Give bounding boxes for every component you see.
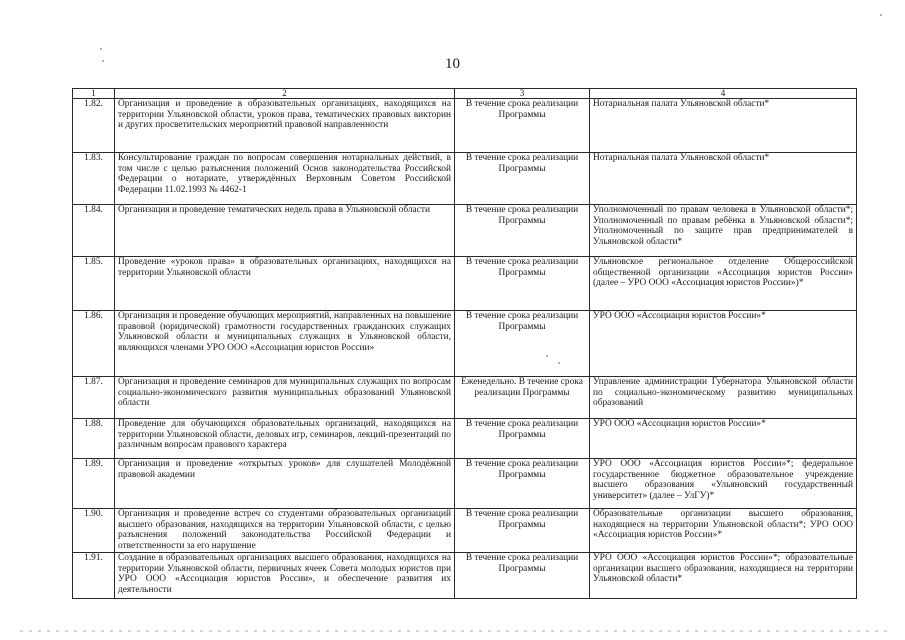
scan-speck [102, 60, 104, 62]
row-executor: Нотариальная палата Ульяновской области* [590, 99, 857, 153]
table-row [73, 311, 857, 377]
row-event: Организация и проведение тематических недель права в Ульяновской области [115, 205, 455, 257]
row-event: Проведение «уроков права» в образовательных организациях, находящихся на территории Ульяновской области [115, 257, 455, 311]
row-term: В течение срока реализации Программы [455, 419, 590, 459]
row-term: В течение срока реализации Программы [455, 459, 590, 509]
table-header-row [73, 89, 857, 99]
row-term: В течение срока реализации Программы [455, 311, 590, 377]
column-header-executor: 4 [590, 89, 857, 99]
row-number: 1.90. [73, 509, 115, 553]
scan-speck [546, 355, 548, 357]
row-number: 1.87. [73, 377, 115, 419]
table-row [73, 205, 857, 257]
scan-speck [100, 48, 102, 50]
row-term: В течение срока реализации Программы [455, 205, 590, 257]
scan-speck [880, 14, 882, 16]
table-row [73, 257, 857, 311]
table-row [73, 419, 857, 459]
row-event: Организация и проведение встреч со студентами образовательных организаций высшего образования, находящихся на территории Ульяновской области, с целью разъяснения положений законодательства Российской Федерации и ответственности за его нарушение [115, 509, 455, 553]
row-executor: УРО ООО «Ассоциация юристов России»*; федеральное государственное бюджетное образовательное учреждение высшего образования «Ульяновский государственный университет» (далее – УлГУ)* [590, 459, 857, 509]
row-term: В течение срока реализации Программы [455, 509, 590, 553]
scan-edge-noise [20, 630, 890, 632]
row-event: Организация и проведение обучающих мероприятий, направленных на повышение правовой (юридической) грамотности государственных гражданских служащих Ульяновской области и муниципальных служащих в Ульяновской области, являющихся членами УРО ООО «Ассоциация юристов России» [115, 311, 455, 377]
table-row [73, 509, 857, 553]
row-event: Проведение для обучающихся образовательных организаций, находящихся на территории Ульяновской области, деловых игр, семинаров, лекций-презентаций по различным вопросам правового характера [115, 419, 455, 459]
table-row [73, 153, 857, 205]
column-header-term: 3 [455, 89, 590, 99]
scan-speck [558, 362, 560, 364]
row-executor: Нотариальная палата Ульяновской области* [590, 153, 857, 205]
table-row [73, 377, 857, 419]
table-row [73, 459, 857, 509]
row-term: В течение срока реализации Программы [455, 553, 590, 599]
row-number: 1.86. [73, 311, 115, 377]
row-number: 1.85. [73, 257, 115, 311]
row-term: Еженедельно. В течение срока реализации Программы [455, 377, 590, 419]
row-event: Создание в образовательных организациях высшего образования, находящихся на территории Ульяновской области, первичных ячеек Совета молодых юристов при УРО ООО «Ассоциация юристов России», и обеспечение развития их деятельности [115, 553, 455, 599]
row-number: 1.84. [73, 205, 115, 257]
table-row [73, 553, 857, 599]
row-number: 1.82. [73, 99, 115, 153]
table-row [73, 99, 857, 153]
row-executor: УРО ООО «Ассоциация юристов России»* [590, 311, 857, 377]
page-number: 10 [445, 56, 460, 72]
row-executor: УРО ООО «Ассоциация юристов России»*; образовательные организации высшего образования, находящиеся на территории Ульяновской области* [590, 553, 857, 599]
row-number: 1.88. [73, 419, 115, 459]
column-header-event: 2 [115, 89, 455, 99]
row-number: 1.83. [73, 153, 115, 205]
row-term: В течение срока реализации Программы [455, 99, 590, 153]
row-term: В течение срока реализации Программы [455, 153, 590, 205]
row-executor: Управление администрации Губернатора Ульяновской области по социально-экономическому развитию муниципальных образований [590, 377, 857, 419]
column-header-number: 1 [73, 89, 115, 99]
row-number: 1.91. [73, 553, 115, 599]
row-executor: Уполномоченный по правам человека в Ульяновской области*; Уполномоченный по правам ребёнка в Ульяновской области*; Уполномоченный по защите прав предпринимателей в Ульяновской области* [590, 205, 857, 257]
row-executor: УРО ООО «Ассоциация юристов России»* [590, 419, 857, 459]
row-event: Организация и проведение семинаров для муниципальных служащих по вопросам социально-экономического развития муниципальных образований Ульяновской области [115, 377, 455, 419]
row-executor: Ульяновское региональное отделение Общероссийской общественной организации «Ассоциация юристов России» (далее – УРО ООО «Ассоциация юристов России»)* [590, 257, 857, 311]
row-event: Консультирование граждан по вопросам совершения нотариальных действий, в том числе с целью разъяснения положений Основ законодательства Российской Федерации о нотариате, утверждённых Верховным Советом Российской Федерации 11.02.1993 № 4462-1 [115, 153, 455, 205]
row-event: Организация и проведение «открытых уроков» для слушателей Молодёжной правовой академии [115, 459, 455, 509]
row-term: В течение срока реализации Программы [455, 257, 590, 311]
row-executor: Образовательные организации высшего образования, находящиеся на территории Ульяновской области*; УРО ООО «Ассоциация юристов России»* [590, 509, 857, 553]
program-measures-table [72, 88, 857, 599]
row-number: 1.89. [73, 459, 115, 509]
row-event: Организация и проведение в образовательных организациях, находящихся на территории Ульяновской области, уроков права, тематических правовых викторин и других просветительских мероприятий правовой направленности [115, 99, 455, 153]
